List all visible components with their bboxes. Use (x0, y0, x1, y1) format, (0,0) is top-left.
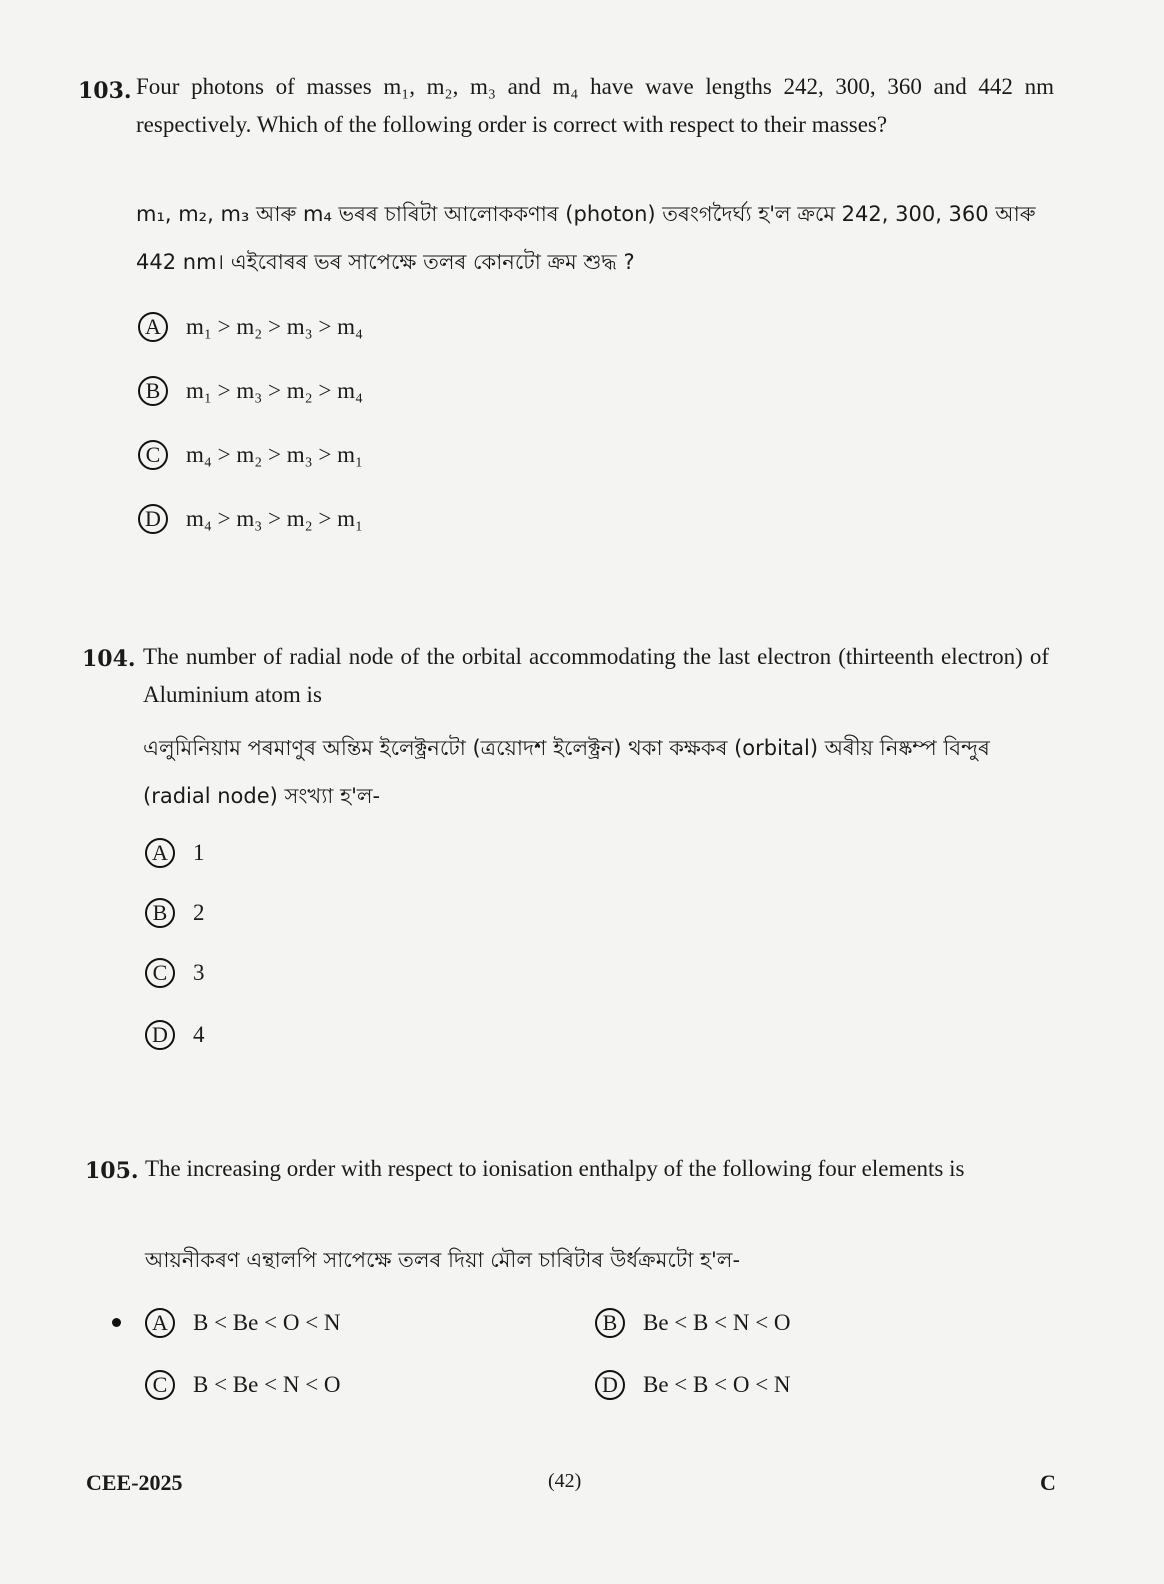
bullet-mark (112, 1318, 121, 1327)
option-text: 1 (193, 840, 205, 865)
option-letter: A (138, 312, 168, 342)
option-letter: D (145, 1020, 175, 1050)
question-text-english: The increasing order with respect to ionisation enthalpy of the following four elements is (145, 1156, 965, 1181)
option-text: B < Be < N < O (193, 1372, 341, 1397)
option-b[interactable] (595, 1308, 791, 1338)
option-text: m₁ > m₂ > m₃ > m₄ (186, 314, 364, 339)
option-letter: B (145, 898, 175, 928)
option-letter: A (145, 838, 175, 868)
page-number: (42) (548, 1470, 582, 1492)
question-text-assamese: আয়নীকৰণ এন্থালপি সাপেক্ষে তলৰ দিয়া মৌল চাৰিটাৰ উৰ্ধক্ৰমটো হ'ল- (145, 1248, 741, 1272)
option-text: m₄ > m₃ > m₂ > m₁ (186, 506, 364, 531)
option-letter: A (145, 1308, 175, 1338)
option-text: Be < B < O < N (643, 1372, 791, 1397)
exam-code: CEE-2025 (86, 1470, 183, 1495)
option-b[interactable] (145, 898, 205, 928)
option-text: m₄ > m₂ > m₃ > m₁ (186, 442, 364, 467)
option-text: m₁ > m₃ > m₂ > m₄ (186, 378, 364, 403)
option-a[interactable] (145, 838, 205, 868)
question-text-assamese: m₁, m₂, m₃ আৰু m₄ ভৰৰ চাৰিটা আলোককণাৰ (photon) তৰংগদৈৰ্ঘ্য হ'ল ক্ৰমে 242, 300, 360 আৰু 442 nm। এইবোৰৰ ভৰ সাপেক্ষে তলৰ কোনটো ক্ৰম শুদ্ধ ? (136, 202, 1036, 274)
option-letter: B (138, 376, 168, 406)
option-c[interactable] (145, 958, 205, 988)
option-d[interactable] (145, 1020, 205, 1050)
option-text: B < Be < O < N (193, 1310, 341, 1335)
option-b[interactable] (138, 376, 363, 406)
option-text: 3 (193, 960, 205, 985)
option-c[interactable] (145, 1370, 341, 1400)
option-text: 4 (193, 1022, 205, 1047)
option-letter: D (595, 1370, 625, 1400)
question-number: 103. (78, 78, 132, 104)
option-a[interactable] (138, 312, 363, 342)
question-text-english: The number of radial node of the orbital accommodating the last electron (thirteenth electron) of Aluminium atom is (143, 644, 1049, 707)
option-letter: B (595, 1308, 625, 1338)
question-number: 104. (82, 646, 136, 672)
set-code: C (1040, 1470, 1056, 1495)
option-c[interactable] (138, 440, 363, 470)
option-d[interactable] (138, 504, 363, 534)
option-letter: C (138, 440, 168, 470)
question-number: 105. (85, 1158, 139, 1184)
option-text: Be < B < N < O (643, 1310, 791, 1335)
option-letter: C (145, 1370, 175, 1400)
question-text-english: Four photons of masses m₁, m₂, m₃ and m₄ have wave lengths 242, 300, 360 and 442 nm respectively. Which of the following order is correct with respect to their masses? (136, 74, 1054, 137)
option-d[interactable] (595, 1370, 791, 1400)
question-text-assamese: এলুমিনিয়াম পৰমাণুৰ অন্তিম ইলেক্ট্ৰনটো (ত্ৰয়োদশ ইলেক্ট্ৰন) থকা কক্ষকৰ (orbital) অৰীয় নিষ্কম্প বিন্দুৰ (radial node) সংখ্যা হ'ল- (143, 736, 990, 808)
option-letter: C (145, 958, 175, 988)
option-a[interactable] (145, 1308, 341, 1338)
option-text: 2 (193, 900, 205, 925)
option-letter: D (138, 504, 168, 534)
